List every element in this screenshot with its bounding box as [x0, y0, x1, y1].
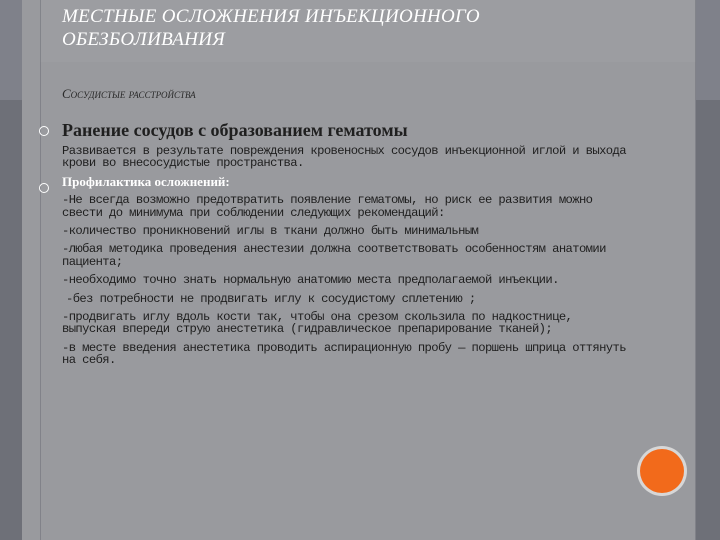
circle-bullet-icon	[39, 126, 49, 136]
frame-line-left	[40, 0, 41, 540]
frame-line-right	[695, 0, 696, 540]
list-item: -любая методика проведения анестезии должна соответствовать особенностям анатомии пациента;	[62, 242, 606, 269]
slide-body	[62, 145, 632, 373]
prevention-heading: Профилактика осложнений:	[62, 173, 230, 189]
orange-circle-decoration	[640, 449, 684, 493]
bullet-description: Развивается в результате повреждения кровеносных сосудов инъекционной иглой и выхода крови во внесосудистые пространства.	[62, 144, 626, 171]
circle-bullet-icon	[39, 183, 49, 193]
list-item: -в месте введения анестетика проводить аспирационную пробу — поршень шприца оттянуть на себя.	[62, 340, 626, 368]
list-item: -необходимо точно знать нормальную анатомию места предполагаемой инъекции.	[62, 273, 559, 288]
slide-title-line1: МЕСТНЫЕ ОСЛОЖНЕНИЯ ИНЪЕКЦИОННОГО	[62, 6, 480, 27]
list-item: -количество проникновений иглы в ткани должно быть минимальным	[62, 224, 479, 239]
list-item: -продвигать иглу вдоль кости так, чтобы она срезом скользила по надкостнице, выпуская впереди струю анестетика (гидравлическое препарирование тканей);	[62, 310, 573, 337]
slide-title	[62, 5, 662, 51]
slide-subtitle: Сосудистые расстройства	[62, 86, 196, 101]
list-item: -Не всегда возможно предотвратить появление гематомы, но риск ее развития можно свести до минимума при соблюдении следующих рекомендаций:	[62, 193, 593, 220]
slide-title-line2: ОБЕЗБОЛИВАНИЯ	[62, 29, 226, 50]
bullet-heading-hematoma: Ранение сосудов с образованием гематомы	[62, 120, 408, 140]
list-item: -без потребности не продвигать иглу к сосудистому сплетению ;	[66, 291, 476, 306]
